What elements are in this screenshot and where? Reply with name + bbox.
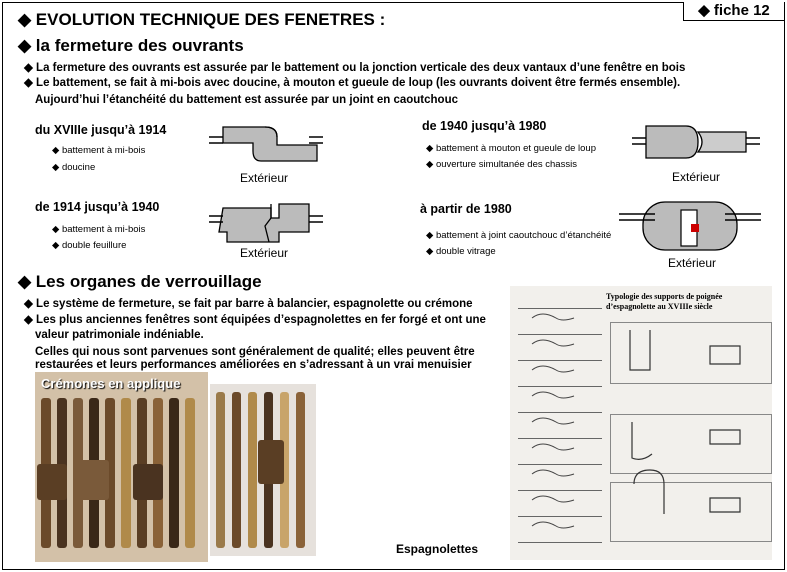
exterior-label: Extérieur bbox=[240, 171, 289, 185]
section1-bullet-1: ◆ La fermeture des ouvrants est assurée par le battement ou la jonction verticale des deux vantaux d’une fenêtre en bois bbox=[24, 62, 686, 74]
period-title: du XVIIIe jusqu’à 1914 bbox=[35, 123, 167, 137]
period-item-text: double feuillure bbox=[61, 240, 127, 251]
cremones-photo-title: Crémones en applique bbox=[41, 376, 181, 391]
section1-title-text: la fermeture des ouvrants bbox=[35, 36, 244, 55]
exterior-label: Extérieur bbox=[668, 256, 717, 270]
period-item: ◆ battement à mi-bois bbox=[52, 145, 146, 156]
period-item-text: battement à mouton et gueule de loup bbox=[435, 143, 596, 154]
section2-paragraph-1: Celles qui nous sont parvenues sont généralement de qualité; elles peuvent être bbox=[35, 346, 475, 358]
period-item: ◆ battement à mi-bois bbox=[52, 224, 146, 235]
period-item: ◆ battement à mouton et gueule de loup bbox=[426, 143, 596, 154]
cremones-photo-2 bbox=[210, 384, 316, 556]
period-item: ◆ double vitrage bbox=[426, 246, 496, 257]
support-drawings bbox=[620, 326, 760, 536]
section1-bullet-2-cont: Aujourd’hui l’étanchéité du battement est assurée par un joint en caoutchouc bbox=[35, 94, 459, 106]
section2-bullet-2: ◆ Les plus anciennes fenêtres sont équipées d’espagnolettes en fer forgé et ont une bbox=[24, 314, 486, 326]
diagram-2 bbox=[628, 120, 763, 168]
page-title: ◆ EVOLUTION TECHNIQUE DES FENETRES : bbox=[18, 10, 386, 29]
handle-drawings bbox=[528, 306, 588, 551]
espagnolettes-caption: Espagnolettes bbox=[396, 542, 479, 556]
section1-title: ◆ la fermeture des ouvrants bbox=[18, 36, 244, 55]
diagram-3 bbox=[205, 198, 325, 246]
period-item: ◆ ouverture simultanée des chassis bbox=[426, 159, 577, 170]
fiche-number: fiche 12 bbox=[713, 2, 770, 19]
bullet-text: Le système de fermeture, se fait par barre à balancier, espagnolette ou crémone bbox=[36, 298, 473, 310]
section2-title-text: Les organes de verrouillage bbox=[35, 272, 262, 291]
page-title-text: EVOLUTION TECHNIQUE DES FENETRES : bbox=[35, 10, 386, 29]
period-item-text: ouverture simultanée des chassis bbox=[435, 159, 577, 170]
bullet-text: Les plus anciennes fenêtres sont équipées d’espagnolettes en fer forgé et ont une bbox=[36, 314, 486, 326]
period-item-text: battement à joint caoutchouc d’étanchéité bbox=[435, 230, 612, 241]
section2-bullet-1: ◆ Le système de fermeture, se fait par barre à balancier, espagnolette ou crémone bbox=[24, 298, 473, 310]
period-item-text: doucine bbox=[61, 162, 96, 173]
period-title: de 1914 jusqu’à 1940 bbox=[35, 200, 160, 214]
cremones-photo bbox=[35, 372, 208, 562]
section2-title: ◆ Les organes de verrouillage bbox=[18, 272, 262, 291]
typology-title-2: d’espagnolette au XVIIIe siècle bbox=[606, 302, 713, 311]
bullet-text: La fermeture des ouvrants est assurée par le battement ou la jonction verticale des deux vantaux d’une fenêtre en bois bbox=[36, 62, 686, 74]
exterior-label: Extérieur bbox=[672, 170, 721, 184]
bullet-text: Le battement, se fait à mi-bois avec doucine, à mouton et gueule de loup (les ouvrants doivent être fermés ensemble). bbox=[36, 77, 681, 89]
period-item: ◆ double feuillure bbox=[52, 240, 127, 251]
section1-bullet-2: ◆ Le battement, se fait à mi-bois avec doucine, à mouton et gueule de loup (les ouvrants doivent être fermés ensemble). bbox=[24, 77, 681, 89]
period-title: de 1940 jusqu’à 1980 bbox=[422, 119, 547, 133]
diagram-4 bbox=[615, 198, 765, 258]
period-item-text: battement à mi-bois bbox=[61, 145, 146, 156]
fiche-label: ◆ fiche 12 bbox=[683, 2, 785, 21]
period-item: ◆ doucine bbox=[52, 162, 96, 173]
section2-paragraph-2: restaurées et leurs performances améliorées en s’adressant à un vrai menuisier bbox=[35, 359, 472, 371]
section2-bullet-2-cont: valeur patrimoniale indéniable. bbox=[35, 329, 204, 341]
period-item-text: double vitrage bbox=[435, 246, 496, 257]
period-item: ◆ battement à joint caoutchouc d’étanchéité bbox=[426, 230, 612, 241]
espagnolettes-typology bbox=[510, 286, 772, 560]
exterior-label: Extérieur bbox=[240, 246, 289, 260]
period-item-text: battement à mi-bois bbox=[61, 224, 146, 235]
period-title: à partir de 1980 bbox=[420, 202, 512, 216]
typology-title-1: Typologie des supports de poignée bbox=[606, 292, 723, 301]
diagram-1 bbox=[205, 115, 325, 167]
